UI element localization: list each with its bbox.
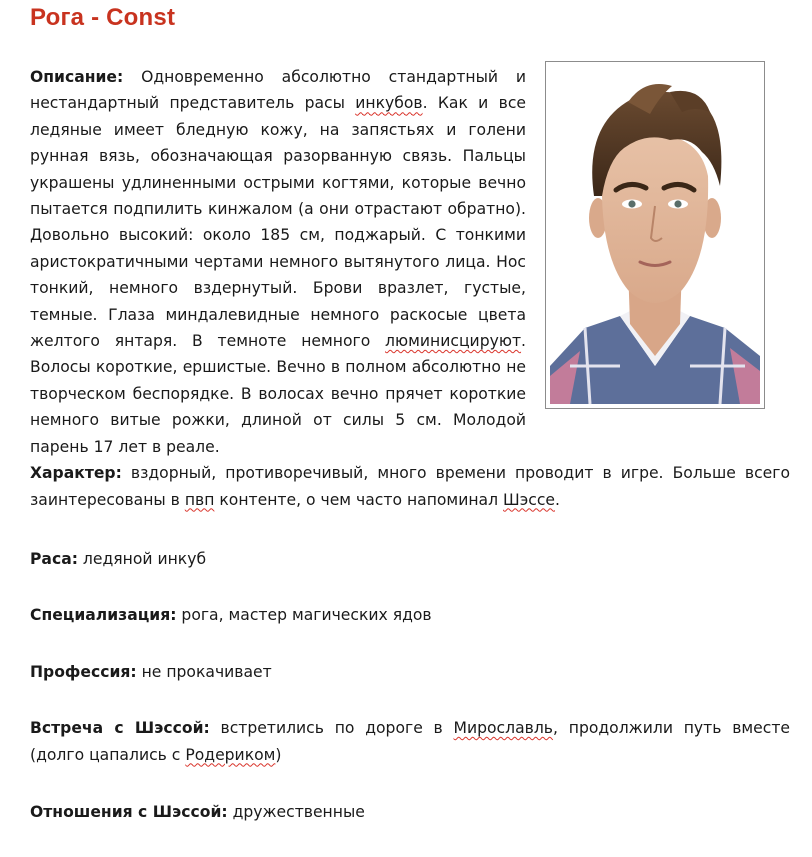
relations-field [30, 799, 790, 826]
spellcheck-word: инкубов [355, 94, 423, 113]
description-text: Одновременно абсолютно стандартный и нестандартный представитель расы [30, 68, 526, 113]
character-photo [550, 66, 760, 404]
relations-value: дружественные [227, 803, 365, 821]
spellcheck-word: Родериком [185, 745, 276, 764]
meeting-text: , продолжили путь вместе (долго цапались с [30, 719, 791, 764]
character-photo-frame [545, 61, 765, 409]
specialization-label: Специализация: [30, 606, 177, 624]
spellcheck-word: пвп [184, 490, 215, 509]
spellcheck-word: Мирославль [453, 719, 554, 737]
character-label: Характер: [30, 464, 122, 482]
character-text: . [555, 490, 560, 509]
specialization-value: рога, мастер магических ядов [176, 606, 432, 624]
meeting-field [30, 715, 790, 768]
meeting-text: ) [275, 745, 282, 764]
race-label: Раса: [30, 550, 78, 568]
meeting-text: встретились по дороге в [209, 719, 454, 737]
specialization-field [30, 602, 790, 629]
spellcheck-word: Шэссе [503, 490, 555, 509]
page-title: Рога - Const [30, 4, 176, 31]
description-text: . Волосы короткие, ершистые. Вечно в полном абсолютно не творческом беспорядке. В волосах вечно прячет короткие немного витые рожки, длиной от силы 5 см. Молодой парень 17 лет в реале. [30, 332, 526, 456]
character-text: вздорный, противоречивый, много времени проводит в игре. Больше всего заинтересованы в [30, 464, 790, 509]
race-value: ледяной инкуб [77, 550, 207, 568]
character-field [30, 460, 790, 513]
character-text: контенте, о чем часто напоминал [214, 490, 504, 509]
race-field [30, 546, 790, 573]
meeting-label: Встреча с Шэссой: [30, 719, 210, 737]
profession-value: не прокачивает [136, 663, 272, 681]
spellcheck-word: люминисцируют [385, 332, 522, 351]
description-paragraph [30, 64, 526, 460]
profession-label: Профессия: [30, 663, 137, 681]
relations-label: Отношения с Шэссой: [30, 803, 228, 821]
description-label: Описание: [30, 68, 124, 86]
profession-field [30, 659, 790, 686]
description-text: . Как и все ледяные имеет бледную кожу, на запястьях и голени рунная вязь, обозначающая разорванную связь. Пальцы украшены удлиненными острыми когтями, которые вечно пытается подпилить кинжалом (а они отрастают обратно). Довольно высокий: около 185 см, поджарый. С тонкими аристократичными чертами немного вытянутого лица. Нос тонкий, немного вздернутый. Брови вразлет, густые, темные. Глаза миндалевидные немного раскосые цвета желтого янтаря. В темноте немного [30, 94, 526, 351]
